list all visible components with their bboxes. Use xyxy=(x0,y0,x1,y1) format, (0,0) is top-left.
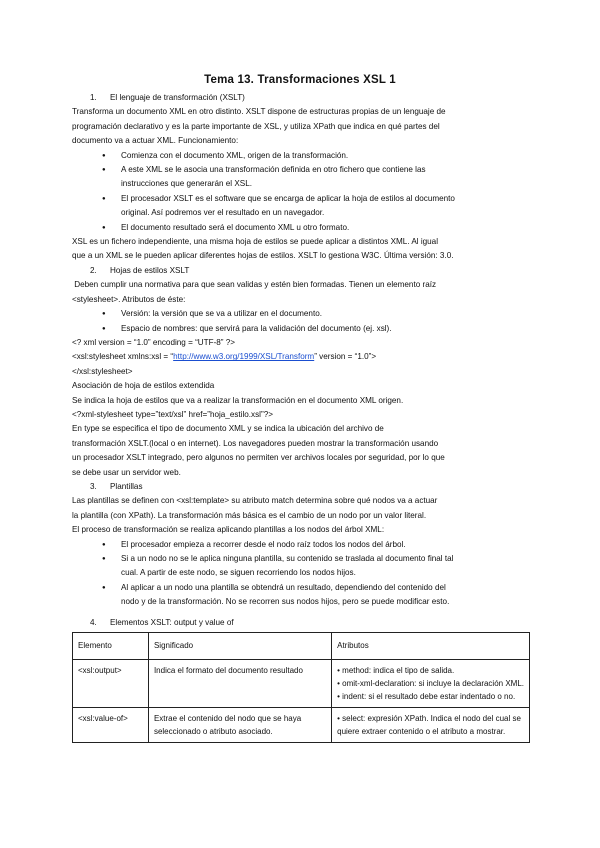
table-row xyxy=(73,708,530,743)
section-number: 2. xyxy=(90,265,97,275)
attribute-item: • method: indica el tipo de salida. xyxy=(337,666,455,676)
section-2-heading xyxy=(72,264,532,278)
paragraph-line: transformación XSLT.(local o en internet). Los navegadores pueden mostrar la transformación usando xyxy=(72,438,439,448)
code-line: <? xml version = “1.0” encoding = “UTF-8” ?> xyxy=(72,337,236,347)
elements-table xyxy=(72,632,530,743)
list-item: ● Espacio de nombres: que servirá para la validación del documento (ej. xsl). xyxy=(102,322,532,336)
table-header-cell: Elemento xyxy=(73,633,149,660)
table-cell: Extrae el contenido del nodo que se haya seleccionado o atributo asociado. xyxy=(148,708,331,743)
document-body xyxy=(72,91,532,743)
list-item: ● Comienza con el documento XML, origen de la transformación. xyxy=(102,149,532,163)
paragraph-line: se debe usar un servidor web. xyxy=(72,467,181,477)
paragraph-line: <stylesheet>. Atributos de éste: xyxy=(72,294,186,304)
table-cell xyxy=(332,708,530,743)
paragraph-line: un procesador XSLT integrado, pero algunos no permiten ver archivos locales por seguridad, por lo que xyxy=(72,453,445,463)
section-title: Elementos XSLT: output y value of xyxy=(110,617,234,627)
list-item: ● Versión: la versión que se va a utilizar en el documento. xyxy=(102,307,532,321)
list-item: ● El procesador XSLT es el software que se encarga de aplicar la hoja de estilos al documento original. Así podremos ver el resultado en un navegador. xyxy=(102,192,532,221)
table-cell xyxy=(332,660,530,708)
table-cell: <xsl:output> xyxy=(73,660,149,708)
namespace-link[interactable]: http://www.w3.org/1999/XSL/Transform xyxy=(173,352,315,362)
paragraph-line: documento va a actuar XML. Funcionamiento: xyxy=(72,136,239,146)
table-row xyxy=(73,660,530,708)
paragraph-line: Deben cumplir una normativa para que sean validas y estén bien formadas. Tienen un elemento raíz xyxy=(72,280,437,290)
section-2-list xyxy=(72,307,532,336)
paragraph-line: Se indica la hoja de estilos que va a realizar la transformación en el documento XML origen. xyxy=(72,395,404,405)
paragraph-line: Transforma un documento XML en otro distinto. XSLT dispone de estructuras propias de un lenguaje de xyxy=(72,107,446,117)
paragraph-line: programación declarativo y es la parte importante de XSL, y utiliza XPath que indica en qué partes del xyxy=(72,121,440,131)
table-cell: Indica el formato del documento resultado xyxy=(148,660,331,708)
table-header-row xyxy=(73,633,530,660)
list-item: ● Si a un nodo no se le aplica ninguna plantilla, su contenido se traslada al documento final tal cual. A partir de este nodo, se siguen recorriendo los nodos hijos. xyxy=(102,552,532,581)
section-1-list xyxy=(72,149,532,235)
table-cell: <xsl:value-of> xyxy=(73,708,149,743)
section-number: 1. xyxy=(90,93,97,102)
code-line: <xsl:stylesheet xmlns:xsl = “http://www.w3.org/1999/XSL/Transform” version = “1.0”> xyxy=(72,352,377,362)
paragraph-line: Las plantillas se definen con <xsl:template> su atributo match determina sobre qué nodos va a actuar xyxy=(72,496,438,506)
code-line: <?xml-stylesheet type=”text/xsl” href=”hoja_estilo.xsl”?> xyxy=(72,409,273,419)
section-3-list xyxy=(72,538,532,610)
page-title: Tema 13. Transformaciones XSL 1 xyxy=(204,74,396,86)
list-item: ● El documento resultado será el documento XML u otro formato. xyxy=(102,221,532,235)
paragraph-line: la plantilla (con XPath). La transformación más básica es el cambio de un nodo por un valor literal. xyxy=(72,510,427,520)
list-item: ● Al aplicar a un nodo una plantilla se obtendrá un resultado, dependiendo del contenido del nodo y de la transformación. No se recorren sus nodos hijos, pero se puede modificar esto. xyxy=(102,581,532,610)
attribute-item: • select: expresión XPath. Indica el nodo del cual se quiere extraer contenido o el atributo a mostrar. xyxy=(337,714,521,737)
paragraph-line: En type se especifica el tipo de documento XML y se indica la ubicación del archivo de xyxy=(72,424,384,434)
code-line: </xsl:stylesheet> xyxy=(72,366,133,376)
paragraph-line: que a un XML se le pueden aplicar diferentes hojas de estilos. XSLT lo gestiona W3C. Última versión: 3.0. xyxy=(72,251,454,261)
section-title: Hojas de estilos XSLT xyxy=(110,265,190,275)
attribute-item: • indent: si el resultado debe estar indentado o no. xyxy=(337,692,516,702)
list-item: ● El procesador empieza a recorrer desde el nodo raíz todos los nodos del árbol. xyxy=(102,538,532,552)
section-4-heading xyxy=(72,616,532,630)
table-header-cell: Significado xyxy=(148,633,331,660)
subsection-heading: Asociación de hoja de estilos extendida xyxy=(72,381,215,391)
section-3-heading xyxy=(72,480,532,494)
section-number: 3. xyxy=(90,481,97,491)
section-number: 4. xyxy=(90,617,97,627)
list-item: ● A este XML se le asocia una transformación definida en otro fichero que contiene las instrucciones que generarán el XSL. xyxy=(102,163,532,192)
section-1-heading xyxy=(72,91,532,105)
table-header-cell: Atributos xyxy=(332,633,530,660)
section-title: El lenguaje de transformación (XSLT) xyxy=(110,93,245,102)
paragraph-line: XSL es un fichero independiente, una misma hoja de estilos se puede aplicar a distintos XML. Al igual xyxy=(72,237,438,247)
section-title: Plantillas xyxy=(110,481,143,491)
attribute-item: • omit-xml-declaration: si incluye la declaración XML. xyxy=(337,679,524,689)
paragraph-line: El proceso de transformación se realiza aplicando plantillas a los nodos del árbol XML: xyxy=(72,525,385,535)
